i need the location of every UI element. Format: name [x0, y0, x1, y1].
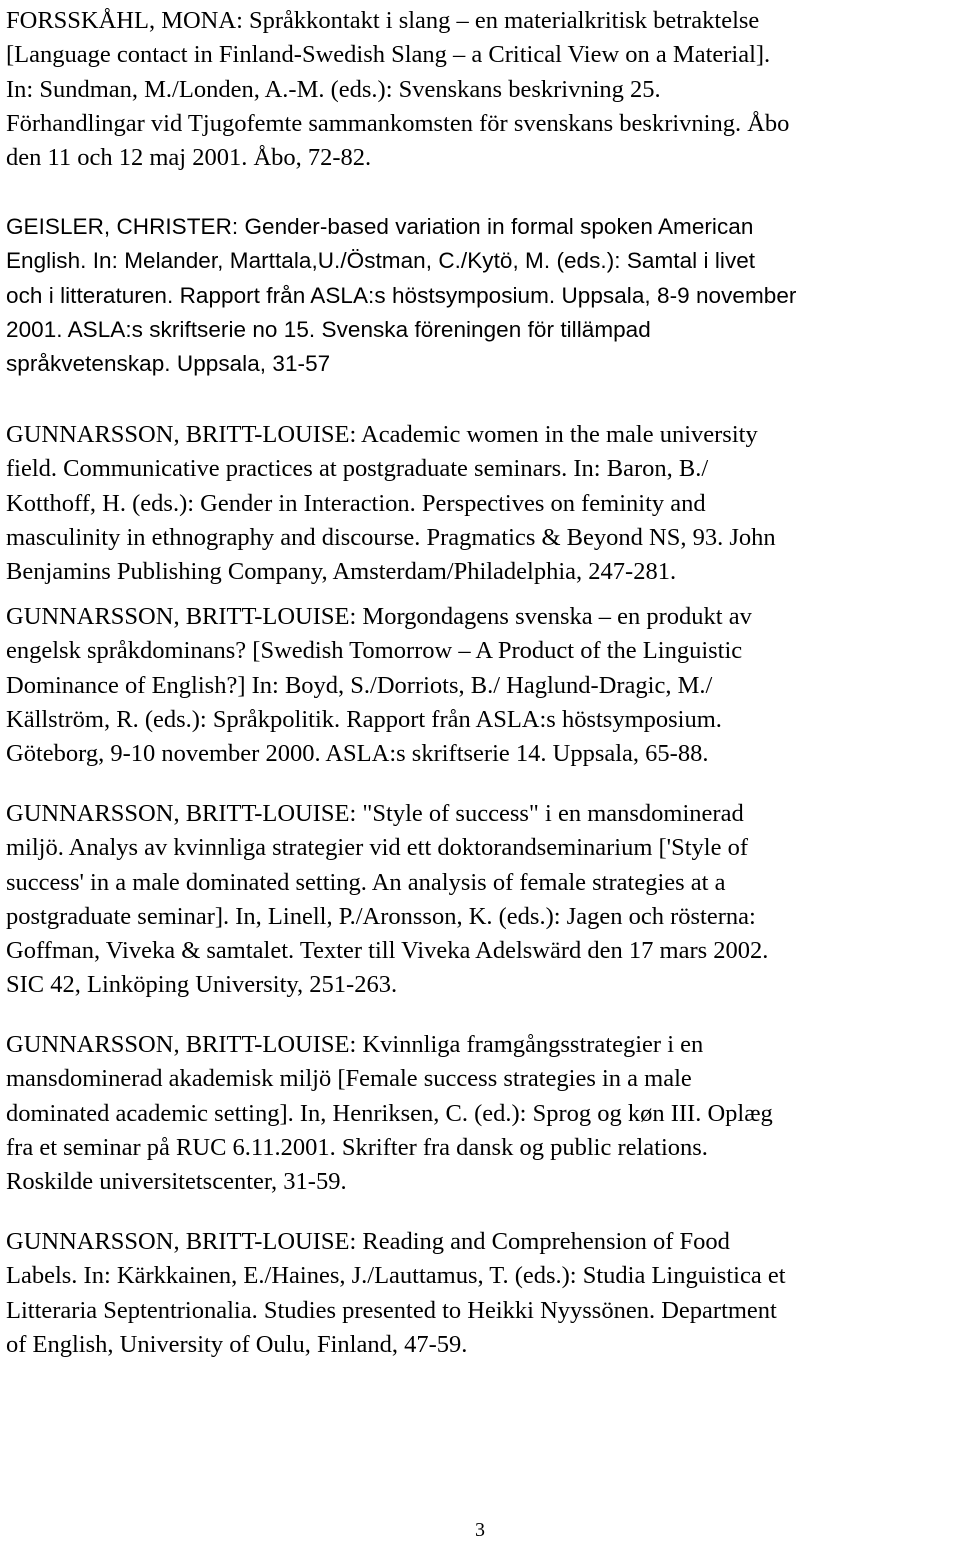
reference-line: 2001. ASLA:s skriftserie no 15. Svenska föreningen för tillämpad [6, 316, 651, 342]
reference-line: GUNNARSSON, BRITT-LOUISE: "Style of success" i en mansdominerad [6, 800, 744, 827]
reference-line: Roskilde universitetscenter, 31-59. [6, 1168, 347, 1196]
reference-line: Labels. In: Kärkkainen, E./Haines, J./Lauttamus, T. (eds.): Studia Linguistica et [6, 1262, 786, 1290]
reference-line: English. In: Melander, Marttala,U./Östman, C./Kytö, M. (eds.): Samtal i livet [6, 248, 756, 274]
reference-line: miljö. Analys av kvinnliga strategier vid ett doktorandseminarium ['Style of [6, 834, 748, 862]
reference-line: mansdominerad akademisk miljö [Female success strategies in a male [6, 1065, 692, 1093]
reference-line: SIC 42, Linköping University, 251-263. [6, 971, 398, 999]
reference-line: Källström, R. (eds.): Språkpolitik. Rapport från ASLA:s höstsymposium. [6, 705, 722, 733]
reference-line: dominated academic setting]. In, Henriksen, C. (ed.): Sprog og køn III. Oplæg [6, 1099, 773, 1127]
reference-entry-gunnarsson-morgondagens-svenska [6, 600, 958, 771]
reference-line: Förhandlingar vid Tjugofemte sammankomsten för svenskans beskrivning. Åbo [6, 109, 790, 137]
reference-line: In: Sundman, M./Londen, A.-M. (eds.): Svenskans beskrivning 25. [6, 75, 661, 103]
reference-line: den 11 och 12 maj 2001. Åbo, 72-82. [6, 144, 372, 172]
reference-line: postgraduate seminar]. In, Linell, P./Aronsson, K. (eds.): Jagen och rösterna: [6, 902, 756, 930]
reference-entry-gunnarsson-kvinnliga-framgangsstrategier [6, 1028, 958, 1199]
reference-line: Dominance of English?] In: Boyd, S./Dorriots, B./ Haglund-Dragic, M./ [6, 671, 713, 699]
reference-line: Benjamins Publishing Company, Amsterdam/Philadelphia, 247-281. [6, 558, 677, 586]
reference-line: GUNNARSSON, BRITT-LOUISE: Reading and Comprehension of Food [6, 1228, 730, 1255]
reference-line: GEISLER, CHRISTER: Gender-based variation in formal spoken American [6, 214, 754, 239]
reference-line: Goffman, Viveka & samtalet. Texter till Viveka Adelswärd den 17 mars 2002. [6, 937, 769, 965]
reference-line: GUNNARSSON, BRITT-LOUISE: Kvinnliga framgångsstrategier i en [6, 1031, 704, 1058]
reference-line: success' in a male dominated setting. An analysis of female strategies at a [6, 868, 726, 896]
reference-line: [Language contact in Finland-Swedish Slang – a Critical View on a Material]. [6, 41, 771, 69]
reference-line: Göteborg, 9-10 november 2000. ASLA:s skriftserie 14. Uppsala, 65-88. [6, 740, 709, 768]
reference-line: FORSSKÅHL, MONA: Språkkontakt i slang – en materialkritisk betraktelse [6, 7, 760, 34]
reference-line: engelsk språkdominans? [Swedish Tomorrow – A Product of the Linguistic [6, 637, 743, 665]
reference-entry-gunnarsson-style-of-success [6, 797, 958, 1003]
reference-entry-forsskahl [6, 4, 958, 175]
reference-line: Kotthoff, H. (eds.): Gender in Interaction. Perspectives on feminity and [6, 489, 706, 517]
reference-line: och i litteraturen. Rapport från ASLA:s höstsymposium. Uppsala, 8-9 november [6, 282, 797, 308]
page-number: 3 [475, 1519, 485, 1541]
reference-line: språkvetenskap. Uppsala, 31-57 [6, 351, 331, 377]
reference-line: masculinity in ethnography and discourse. Pragmatics & Beyond NS, 93. John [6, 523, 776, 551]
reference-line: field. Communicative practices at postgraduate seminars. In: Baron, B./ [6, 455, 709, 483]
reference-line: of English, University of Oulu, Finland, 47-59. [6, 1330, 468, 1358]
reference-line: Litteraria Septentrionalia. Studies presented to Heikki Nyyssönen. Department [6, 1296, 777, 1324]
reference-entry-gunnarsson-academic-women [6, 418, 958, 589]
reference-entry-geisler [6, 210, 958, 381]
reference-line: GUNNARSSON, BRITT-LOUISE: Morgondagens svenska – en produkt av [6, 603, 752, 630]
reference-line: GUNNARSSON, BRITT-LOUISE: Academic women in the male university [6, 421, 758, 448]
reference-line: fra et seminar på RUC 6.11.2001. Skrifter fra dansk og public relations. [6, 1133, 708, 1161]
reference-entry-gunnarsson-food-labels [6, 1225, 958, 1362]
